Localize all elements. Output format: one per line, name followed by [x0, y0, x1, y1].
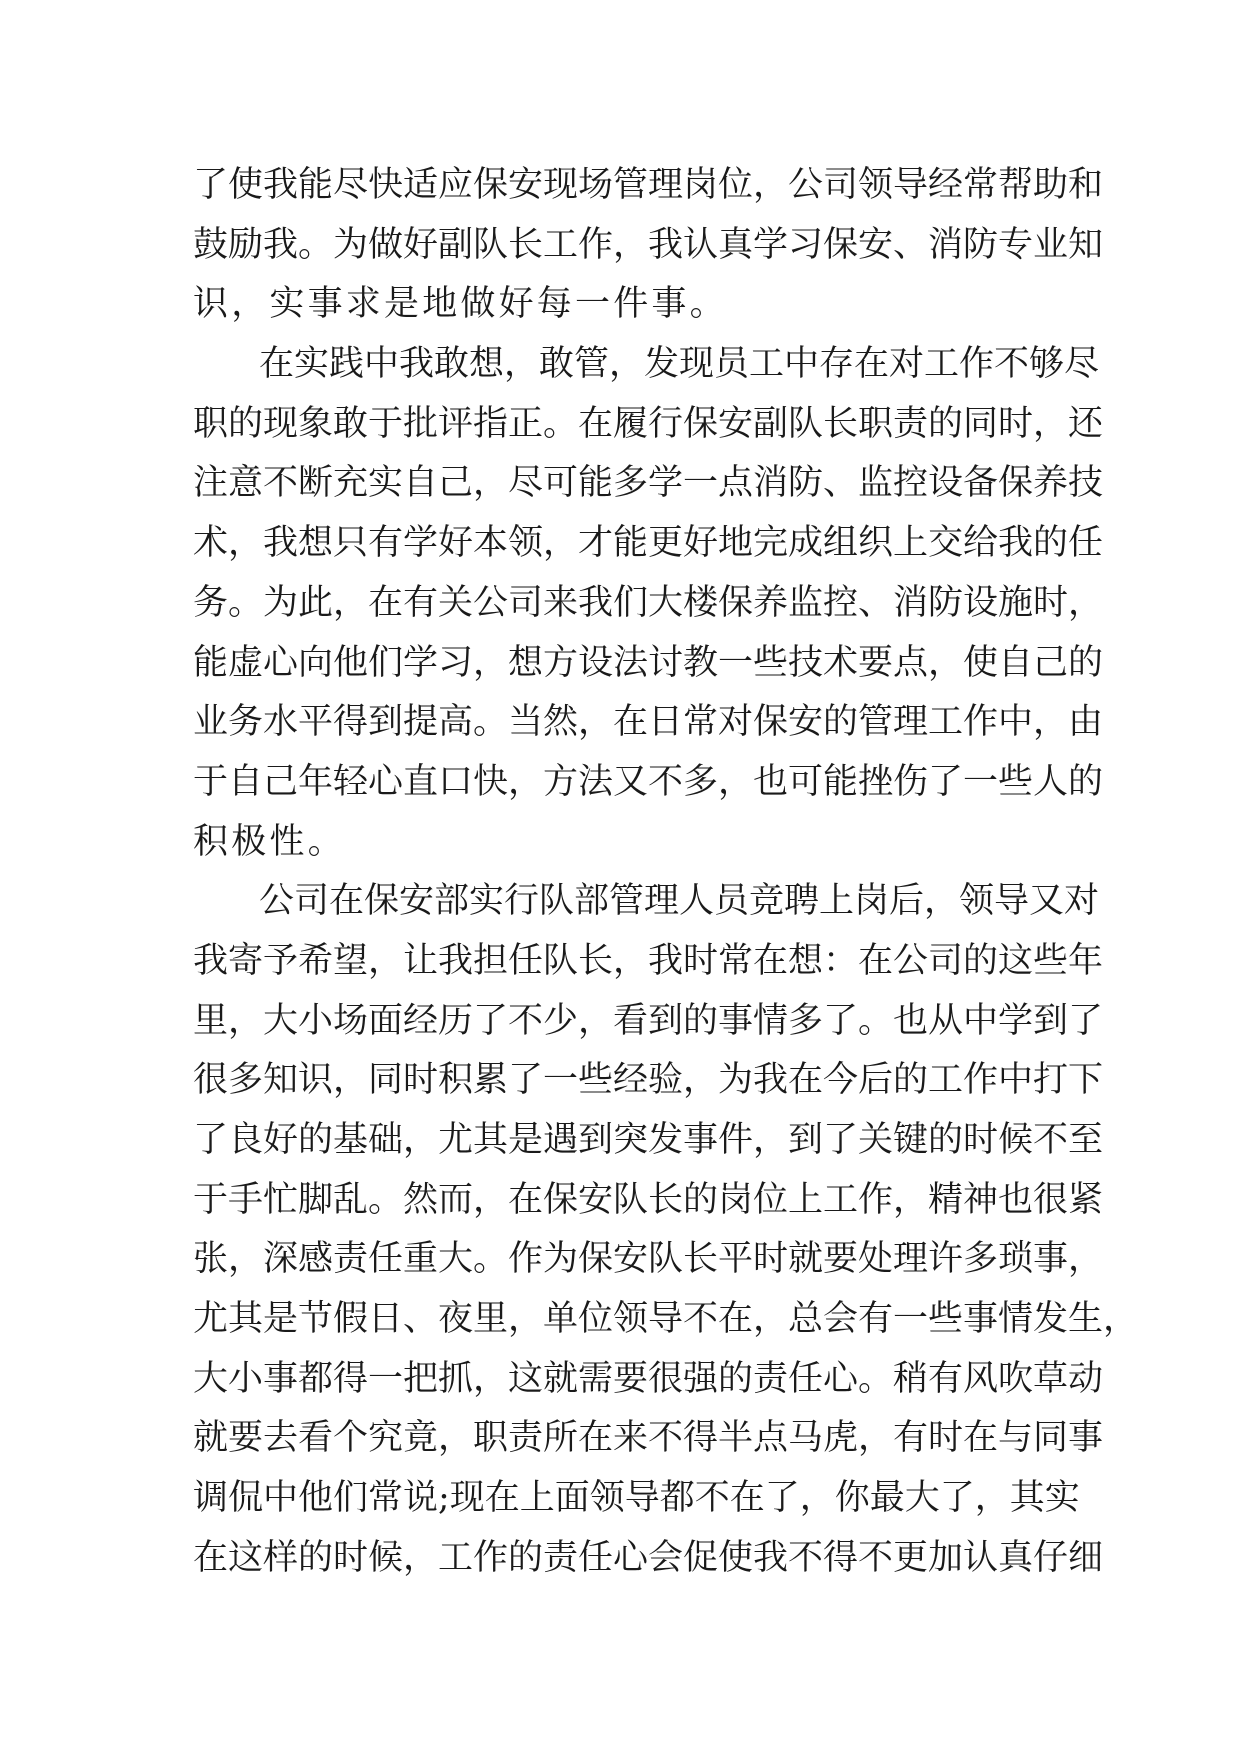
text-line: 能虚心向他们学习，想方设法讨教一些技术要点，使自己的 [193, 642, 1104, 683]
text-line: 在这样的时候，工作的责任心会促使我不得不更加认真仔细 [193, 1537, 1104, 1578]
text-line: 调侃中他们常说;现在上面领导都不在了，你最大了，其实 [193, 1478, 1080, 1519]
text-line: 识，实事求是地做好每一件事。 [193, 284, 728, 325]
body-text [193, 156, 1139, 1589]
text-line: 了良好的基础，尤其是遇到突发事件，到了关键的时候不至 [193, 1120, 1104, 1160]
text-line: 鼓励我。为做好副队长工作，我认真学习保安、消防专业知 [193, 224, 1104, 265]
text-line: 务。为此，在有关公司来我们大楼保养监控、消防设施时， [193, 582, 1104, 623]
text-line: 里，大小场面经历了不少，看到的事情多了。也从中学到了 [193, 1000, 1104, 1041]
text-line: 很多知识，同时积累了一些经验，为我在今后的工作中打下 [193, 1060, 1104, 1101]
paragraph-first-line: 在实践中我敢想，敢管，发现员工中存在对工作不够尽 [259, 344, 1100, 385]
text-line: 注意不断充实自己，尽可能多学一点消防、监控设备保养技 [193, 463, 1104, 504]
text-line: 就要去看个究竟，职责所在来不得半点马虎，有时在与同事 [193, 1418, 1104, 1459]
text-line: 我寄予希望，让我担任队长，我时常在想：在公司的这些年 [193, 940, 1104, 981]
text-line: 于自己年轻心直口快，方法又不多，也可能挫伤了一些人的 [193, 761, 1104, 802]
text-line: 积极性。 [193, 821, 346, 862]
text-line: 张，深感责任重大。作为保安队长平时就要处理许多琐事， [193, 1239, 1104, 1280]
paragraph-first-line: 公司在保安部实行队部管理人员竞聘上岗后，领导又对 [259, 881, 1100, 922]
text-line: 于手忙脚乱。然而，在保安队长的岗位上工作，精神也很紧 [193, 1179, 1104, 1220]
text-line: 业务水平得到提高。当然，在日常对保安的管理工作中，由 [193, 702, 1104, 743]
text-line: 大小事都得一把抓，这就需要很强的责任心。稍有风吹草动 [193, 1358, 1104, 1399]
text-line: 尤其是节假日、夜里，单位领导不在，总会有一些事情发生， [193, 1299, 1139, 1340]
text-line: 术，我想只有学好本领，才能更好地完成组织上交给我的任 [193, 523, 1104, 564]
text-line: 职的现象敢于批评指正。在履行保安副队长职责的同时，还 [193, 403, 1104, 444]
text-line: 了使我能尽快适应保安现场管理岗位，公司领导经常帮助和 [193, 165, 1104, 205]
